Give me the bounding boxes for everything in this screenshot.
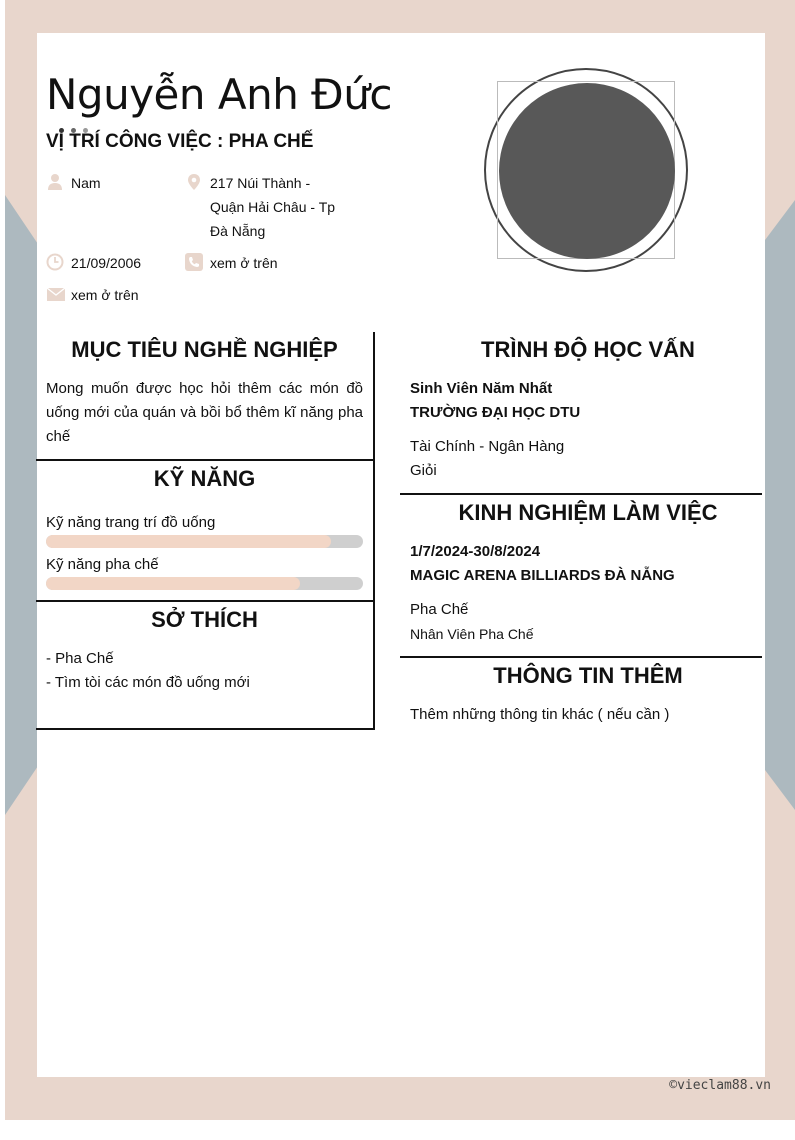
address-line-3: Đà Nẵng	[210, 223, 266, 239]
objective-title: MỤC TIÊU NGHỀ NGHIỆP	[71, 337, 338, 362]
skill-bar-1	[46, 535, 363, 548]
extra-info-title: THÔNG TIN THÊM	[493, 663, 683, 688]
education-title: TRÌNH ĐỘ HỌC VẤN	[481, 337, 695, 362]
clock-icon	[46, 253, 64, 271]
education-school: TRƯỜNG ĐẠI HỌC DTU	[410, 404, 581, 421]
location-pin-icon	[185, 173, 203, 191]
education-level: Sinh Viên Năm Nhất	[410, 380, 553, 397]
divider-education-experience	[400, 493, 762, 495]
skill-label-2: Kỹ năng pha chế	[46, 556, 159, 573]
avatar	[484, 68, 688, 272]
skill-label-1: Kỹ năng trang trí đồ uống	[46, 514, 216, 531]
skills-title: KỸ NĂNG	[153, 466, 256, 491]
skill-bar-2	[46, 577, 363, 590]
hobby-item-1: - Pha Chế	[46, 650, 114, 667]
column-divider	[373, 332, 375, 730]
birthdate-row	[46, 251, 176, 275]
phone-row	[185, 251, 315, 275]
job-position: VỊ TRÍ CÔNG VIỆC : PHA CHẾ	[46, 131, 314, 152]
hobby-item-2: - Tìm tòi các món đồ uống mới	[46, 674, 250, 691]
divider-objective-skills	[36, 459, 374, 461]
birthdate-value: 21/09/2006	[71, 255, 142, 271]
address-line-1: 217 Núi Thành -	[210, 175, 311, 191]
address-row	[185, 171, 365, 243]
avatar-placeholder	[499, 83, 675, 259]
objective-text: Mong muốn được học hỏi thêm các món đồ uống mới của quán và bồi bổ thêm kĩ năng pha chế	[46, 380, 363, 445]
education-major: Tài Chính - Ngân Hàng	[410, 438, 565, 455]
education-grade: Giỏi	[410, 462, 437, 479]
divider-hobbies-end	[36, 728, 374, 730]
experience-company: MAGIC ARENA BILLIARDS ĐÀ NẴNG	[410, 567, 675, 584]
extra-info-text: Thêm những thông tin khác ( nếu cần )	[410, 706, 670, 723]
experience-title: KINH NGHIỆM LÀM VIỆC	[458, 500, 718, 525]
hobbies-title: SỞ THÍCH	[151, 607, 258, 632]
candidate-name: Nguyễn Anh Đức	[46, 70, 392, 119]
watermark: ©vieclam88.vn	[669, 1078, 771, 1093]
experience-role: Pha Chế	[410, 601, 469, 618]
email-row	[46, 283, 176, 307]
email-value: xem ở trên	[71, 287, 139, 303]
address-line-2: Quận Hải Châu - Tp	[210, 199, 336, 215]
phone-value: xem ở trên	[210, 255, 278, 271]
divider-skills-hobbies	[36, 600, 374, 602]
user-icon	[46, 173, 64, 191]
experience-description: Nhân Viên Pha Chế	[410, 626, 534, 642]
gender-row	[46, 171, 166, 195]
envelope-icon	[46, 285, 66, 303]
phone-icon	[185, 253, 203, 271]
gender-value: Nam	[71, 175, 101, 191]
experience-period: 1/7/2024-30/8/2024	[410, 543, 541, 560]
divider-experience-extra	[400, 656, 762, 658]
